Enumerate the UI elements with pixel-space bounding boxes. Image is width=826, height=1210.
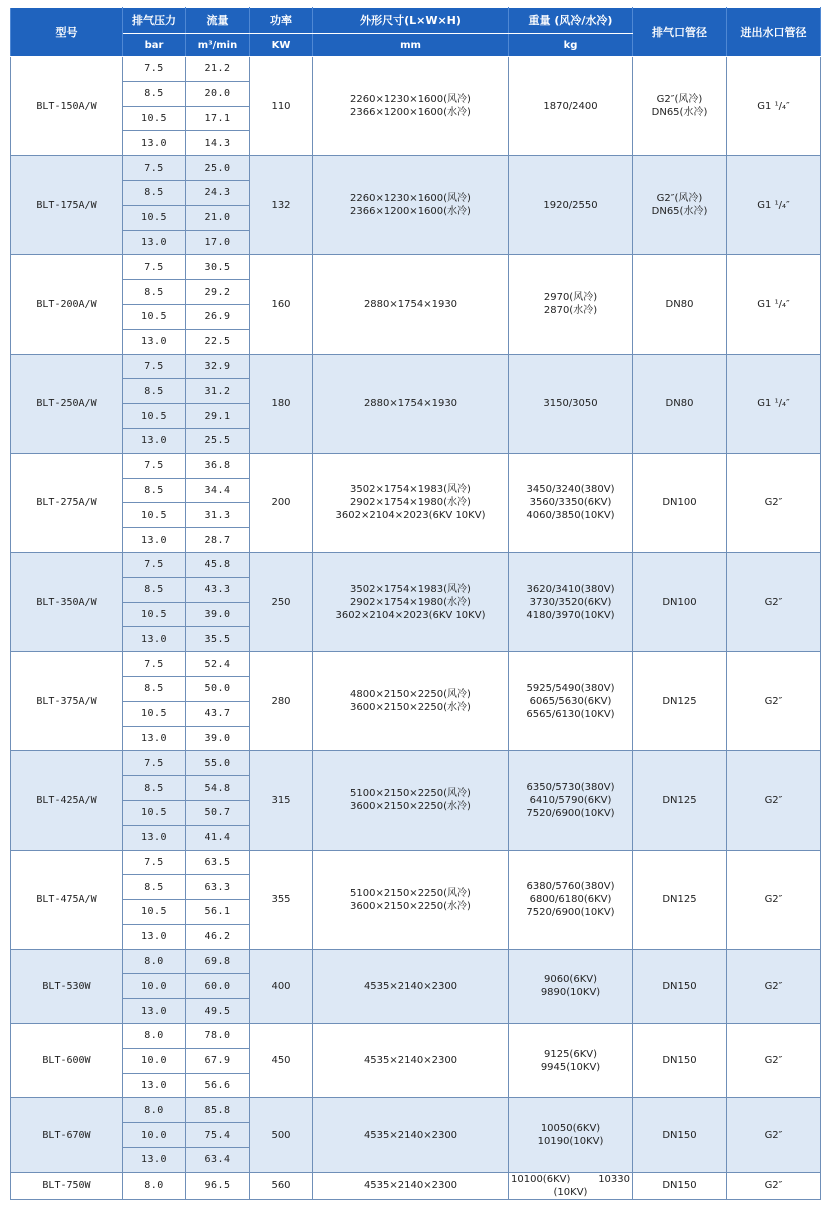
weight-cell — [509, 552, 633, 651]
power-cell: 400 — [250, 949, 313, 1023]
exhaust-cell-line: G2″(风冷) — [656, 193, 703, 205]
weight-cell — [509, 57, 633, 156]
dims-cell — [313, 751, 509, 850]
power-cell: 560 — [250, 1172, 313, 1199]
pressure-cell: 7.5 — [123, 552, 186, 577]
flow-cell: 29.2 — [186, 280, 250, 305]
weight-cell — [509, 354, 633, 453]
dims-cell-line: 2880×1754×1930 — [363, 298, 458, 310]
weight-cell-line: 7520/6900(10KV) — [526, 807, 615, 819]
model-cell: BLT-200A/W — [11, 255, 123, 354]
pressure-cell: 10.0 — [123, 1048, 186, 1073]
power-cell: 160 — [250, 255, 313, 354]
weight-cell-line: 4060/3850(10KV) — [526, 510, 615, 522]
weight-cell-line: 6565/6130(10KV) — [526, 708, 615, 720]
pressure-cell: 8.5 — [123, 676, 186, 701]
pressure-cell: 13.0 — [123, 230, 186, 255]
exhaust-cell — [633, 1172, 727, 1199]
exhaust-cell-line: DN80 — [665, 398, 694, 410]
model-group — [11, 949, 821, 1023]
pressure-cell: 7.5 — [123, 652, 186, 677]
water-cell: G1 ¹/₄″ — [727, 255, 821, 354]
weight-cell-line: 9945(10KV) — [540, 1061, 601, 1073]
flow-cell: 31.2 — [186, 379, 250, 404]
table-row — [11, 255, 821, 280]
pressure-cell: 13.0 — [123, 329, 186, 354]
dims-cell-line: 4535×2140×2300 — [363, 1180, 458, 1192]
dims-cell — [313, 1172, 509, 1199]
table-row — [11, 57, 821, 82]
weight-cell-line: 6380/5760(380V) — [526, 881, 615, 893]
flow-cell: 36.8 — [186, 453, 250, 478]
flow-cell: 32.9 — [186, 354, 250, 379]
flow-cell: 20.0 — [186, 81, 250, 106]
flow-cell: 31.3 — [186, 503, 250, 528]
flow-cell: 49.5 — [186, 999, 250, 1024]
model-group — [11, 850, 821, 949]
flow-cell: 21.2 — [186, 57, 250, 82]
flow-cell: 14.3 — [186, 131, 250, 156]
exhaust-cell — [633, 751, 727, 850]
flow-cell: 52.4 — [186, 652, 250, 677]
dims-cell — [313, 156, 509, 255]
flow-cell: 75.4 — [186, 1123, 250, 1148]
water-cell: G1 ¹/₄″ — [727, 354, 821, 453]
flow-cell: 28.7 — [186, 528, 250, 553]
dims-cell-line: 3600×2150×2250(水冷) — [350, 801, 471, 813]
power-cell: 132 — [250, 156, 313, 255]
pressure-cell: 13.0 — [123, 1073, 186, 1098]
flow-cell: 39.0 — [186, 602, 250, 627]
table-row — [11, 1098, 821, 1123]
dims-cell — [313, 1098, 509, 1172]
flow-cell: 50.0 — [186, 676, 250, 701]
weight-cell-line: 10050(6KV) — [540, 1123, 601, 1135]
pressure-cell: 8.0 — [123, 1098, 186, 1123]
pressure-cell: 8.5 — [123, 280, 186, 305]
exhaust-cell-line: DN150 — [662, 1055, 697, 1067]
pressure-cell: 13.0 — [123, 428, 186, 453]
pressure-cell: 10.5 — [123, 106, 186, 131]
exhaust-cell-line: DN65(水冷) — [651, 107, 708, 119]
weight-cell-line: 2970(风冷) — [543, 292, 598, 304]
pressure-cell: 10.5 — [123, 503, 186, 528]
power-cell: 180 — [250, 354, 313, 453]
dims-cell-line: 3502×1754×1983(风冷) — [350, 484, 471, 496]
exhaust-cell-line: DN65(水冷) — [651, 206, 708, 218]
pressure-cell: 10.0 — [123, 1123, 186, 1148]
weight-cell — [509, 453, 633, 552]
header-flow-unit: m³/min — [186, 34, 250, 57]
pressure-cell: 10.5 — [123, 602, 186, 627]
weight-cell-line: 6800/6180(6KV) — [529, 894, 612, 906]
exhaust-cell-line: G2″(风冷) — [656, 94, 703, 106]
exhaust-cell-line: DN150 — [662, 1129, 697, 1141]
model-cell: BLT-425A/W — [11, 751, 123, 850]
dims-cell — [313, 57, 509, 156]
pressure-cell: 13.0 — [123, 999, 186, 1024]
pressure-cell: 7.5 — [123, 751, 186, 776]
flow-cell: 63.5 — [186, 850, 250, 875]
model-cell: BLT-250A/W — [11, 354, 123, 453]
flow-cell: 43.7 — [186, 701, 250, 726]
table-row — [11, 751, 821, 776]
weight-cell-part: 10330 — [598, 1173, 630, 1185]
flow-cell: 43.3 — [186, 577, 250, 602]
weight-cell — [509, 1024, 633, 1098]
dims-cell — [313, 850, 509, 949]
exhaust-cell-line: DN125 — [662, 794, 697, 806]
pressure-cell: 8.0 — [123, 1172, 186, 1199]
weight-cell-line: 5925/5490(380V) — [526, 682, 615, 694]
flow-cell: 21.0 — [186, 205, 250, 230]
weight-cell-line: 3560/3350(6KV) — [529, 497, 612, 509]
weight-cell-line: 3620/3410(380V) — [526, 583, 615, 595]
model-group — [11, 652, 821, 751]
pressure-cell: 8.5 — [123, 379, 186, 404]
exhaust-cell-line: DN125 — [662, 695, 697, 707]
model-group — [11, 354, 821, 453]
dims-cell-line: 5100×2150×2250(风冷) — [350, 788, 471, 800]
model-group — [11, 552, 821, 651]
model-group — [11, 255, 821, 354]
model-group — [11, 1172, 821, 1199]
dims-cell-line: 4535×2140×2300 — [363, 980, 458, 992]
model-cell: BLT-150A/W — [11, 57, 123, 156]
pressure-cell: 7.5 — [123, 850, 186, 875]
flow-cell: 85.8 — [186, 1098, 250, 1123]
power-cell: 355 — [250, 850, 313, 949]
water-cell: G2″ — [727, 850, 821, 949]
dims-cell — [313, 552, 509, 651]
header-water: 进出水口管径 — [727, 8, 821, 57]
exhaust-cell — [633, 1024, 727, 1098]
pressure-cell: 10.5 — [123, 800, 186, 825]
flow-cell: 17.0 — [186, 230, 250, 255]
exhaust-cell-line: DN150 — [662, 980, 697, 992]
table-row — [11, 850, 821, 875]
flow-cell: 25.0 — [186, 156, 250, 181]
pressure-cell: 10.5 — [123, 304, 186, 329]
weight-cell — [509, 1172, 633, 1199]
dims-cell-line: 2902×1754×1980(水冷) — [350, 596, 471, 608]
header-power-unit: KW — [250, 34, 313, 57]
header-weight: 重量 (风冷/水冷) — [509, 8, 633, 34]
weight-cell-line: 1870/2400 — [543, 100, 598, 112]
header-weight-unit: kg — [509, 34, 633, 57]
dims-cell-line: 5100×2150×2250(风冷) — [350, 887, 471, 899]
dims-cell-line: 4800×2150×2250(风冷) — [350, 689, 471, 701]
flow-cell: 69.8 — [186, 949, 250, 974]
header-pressure: 排气压力 — [123, 8, 186, 34]
flow-cell: 63.3 — [186, 875, 250, 900]
flow-cell: 39.0 — [186, 726, 250, 751]
dims-cell — [313, 453, 509, 552]
pressure-cell: 8.5 — [123, 478, 186, 503]
pressure-cell: 8.5 — [123, 875, 186, 900]
weight-cell — [509, 652, 633, 751]
pressure-cell: 8.5 — [123, 776, 186, 801]
pressure-cell: 10.5 — [123, 205, 186, 230]
header-pressure-unit: bar — [123, 34, 186, 57]
weight-cell-line: 7520/6900(10KV) — [526, 907, 615, 919]
flow-cell: 25.5 — [186, 428, 250, 453]
pressure-cell: 8.0 — [123, 949, 186, 974]
flow-cell: 67.9 — [186, 1048, 250, 1073]
table-header — [11, 8, 821, 57]
dims-cell-line: 2902×1754×1980(水冷) — [350, 497, 471, 509]
weight-cell — [509, 751, 633, 850]
model-group — [11, 1098, 821, 1172]
flow-cell: 22.5 — [186, 329, 250, 354]
table-row — [11, 1024, 821, 1049]
dims-cell-line: 2366×1200×1600(水冷) — [350, 107, 471, 119]
power-cell: 110 — [250, 57, 313, 156]
weight-cell-line: 3450/3240(380V) — [526, 484, 615, 496]
exhaust-cell-line: DN150 — [662, 1180, 697, 1192]
exhaust-cell-line: DN100 — [662, 497, 697, 509]
exhaust-cell — [633, 1098, 727, 1172]
model-group — [11, 453, 821, 552]
pressure-cell: 10.5 — [123, 404, 186, 429]
flow-cell: 60.0 — [186, 974, 250, 999]
dims-cell-line: 3602×2104×2023(6KV 10KV) — [335, 510, 486, 522]
weight-cell-line: 9125(6KV) — [543, 1048, 597, 1060]
dims-cell — [313, 255, 509, 354]
weight-cell-line: 9890(10KV) — [540, 987, 601, 999]
water-cell: G2″ — [727, 652, 821, 751]
power-cell: 450 — [250, 1024, 313, 1098]
dims-cell — [313, 652, 509, 751]
flow-cell: 17.1 — [186, 106, 250, 131]
water-cell: G2″ — [727, 949, 821, 1023]
water-cell: G2″ — [727, 1024, 821, 1098]
power-cell: 200 — [250, 453, 313, 552]
header-model: 型号 — [11, 8, 123, 57]
dims-cell — [313, 1024, 509, 1098]
flow-cell: 63.4 — [186, 1148, 250, 1173]
pressure-cell: 13.0 — [123, 627, 186, 652]
flow-cell: 56.1 — [186, 900, 250, 925]
exhaust-cell — [633, 652, 727, 751]
flow-cell: 30.5 — [186, 255, 250, 280]
model-group — [11, 156, 821, 255]
header-flow: 流量 — [186, 8, 250, 34]
dims-cell-line: 3600×2150×2250(水冷) — [350, 702, 471, 714]
model-cell: BLT-275A/W — [11, 453, 123, 552]
pressure-cell: 13.0 — [123, 726, 186, 751]
exhaust-cell — [633, 949, 727, 1023]
weight-cell — [509, 255, 633, 354]
pressure-cell: 13.0 — [123, 528, 186, 553]
dims-cell — [313, 949, 509, 1023]
exhaust-cell — [633, 453, 727, 552]
model-cell: BLT-175A/W — [11, 156, 123, 255]
water-cell: G2″ — [727, 552, 821, 651]
flow-cell: 35.5 — [186, 627, 250, 652]
exhaust-cell — [633, 850, 727, 949]
table-row — [11, 354, 821, 379]
header-dims: 外形尺寸(L×W×H) — [313, 8, 509, 34]
pressure-cell: 7.5 — [123, 156, 186, 181]
table-row — [11, 652, 821, 677]
weight-cell — [509, 850, 633, 949]
weight-cell — [509, 949, 633, 1023]
flow-cell: 45.8 — [186, 552, 250, 577]
model-cell: BLT-530W — [11, 949, 123, 1023]
pressure-cell: 10.5 — [123, 701, 186, 726]
pressure-cell: 7.5 — [123, 354, 186, 379]
model-cell: BLT-350A/W — [11, 552, 123, 651]
weight-cell-line: 3730/3520(6KV) — [529, 596, 612, 608]
pressure-cell: 13.0 — [123, 1148, 186, 1173]
flow-cell: 24.3 — [186, 180, 250, 205]
weight-cell-line: 1920/2550 — [543, 199, 598, 211]
flow-cell: 54.8 — [186, 776, 250, 801]
pressure-cell: 10.5 — [123, 900, 186, 925]
flow-cell: 96.5 — [186, 1172, 250, 1199]
pressure-cell: 7.5 — [123, 255, 186, 280]
pressure-cell: 8.5 — [123, 577, 186, 602]
flow-cell: 26.9 — [186, 304, 250, 329]
dims-cell-line: 4535×2140×2300 — [363, 1055, 458, 1067]
flow-cell: 34.4 — [186, 478, 250, 503]
flow-cell: 46.2 — [186, 924, 250, 949]
model-cell: BLT-475A/W — [11, 850, 123, 949]
dims-cell-line: 2260×1230×1600(风冷) — [350, 94, 471, 106]
table-row — [11, 1172, 821, 1199]
power-cell: 280 — [250, 652, 313, 751]
flow-cell: 55.0 — [186, 751, 250, 776]
weight-cell-line: 3150/3050 — [543, 398, 598, 410]
dims-cell-line: 2366×1200×1600(水冷) — [350, 206, 471, 218]
pressure-cell: 10.0 — [123, 974, 186, 999]
pressure-cell: 13.0 — [123, 131, 186, 156]
exhaust-cell — [633, 255, 727, 354]
dims-cell — [313, 354, 509, 453]
flow-cell: 56.6 — [186, 1073, 250, 1098]
pressure-cell: 8.0 — [123, 1024, 186, 1049]
weight-cell-part: 10100(6KV) — [511, 1173, 571, 1185]
pressure-cell: 13.0 — [123, 924, 186, 949]
model-group — [11, 57, 821, 156]
spec-table — [10, 7, 821, 1200]
weight-cell-line: 6410/5790(6KV) — [529, 794, 612, 806]
dims-cell-line: 2260×1230×1600(风冷) — [350, 193, 471, 205]
table-row — [11, 156, 821, 181]
weight-cell-line: (10KV) — [553, 1186, 588, 1198]
header-exhaust: 排气口管径 — [633, 8, 727, 57]
header-power: 功率 — [250, 8, 313, 34]
water-cell: G2″ — [727, 1098, 821, 1172]
table-row — [11, 453, 821, 478]
model-cell: BLT-600W — [11, 1024, 123, 1098]
model-cell: BLT-375A/W — [11, 652, 123, 751]
exhaust-cell-line: DN80 — [665, 298, 694, 310]
table-row — [11, 949, 821, 974]
weight-cell — [509, 156, 633, 255]
pressure-cell: 7.5 — [123, 453, 186, 478]
water-cell: G2″ — [727, 1172, 821, 1199]
water-cell: G2″ — [727, 453, 821, 552]
dims-cell-line: 3502×1754×1983(风冷) — [350, 583, 471, 595]
dims-cell-line: 3602×2104×2023(6KV 10KV) — [335, 609, 486, 621]
exhaust-cell — [633, 552, 727, 651]
weight-cell-line: 10190(10KV) — [537, 1136, 604, 1148]
pressure-cell: 8.5 — [123, 180, 186, 205]
pressure-cell: 13.0 — [123, 825, 186, 850]
water-cell: G1 ¹/₄″ — [727, 156, 821, 255]
exhaust-cell-line: DN125 — [662, 894, 697, 906]
exhaust-cell — [633, 156, 727, 255]
exhaust-cell — [633, 354, 727, 453]
weight-cell-line: 2870(水冷) — [543, 305, 598, 317]
flow-cell: 78.0 — [186, 1024, 250, 1049]
model-cell: BLT-670W — [11, 1098, 123, 1172]
weight-cell-line: 4180/3970(10KV) — [526, 609, 615, 621]
table-row — [11, 552, 821, 577]
weight-cell-line — [509, 1173, 632, 1186]
power-cell: 250 — [250, 552, 313, 651]
exhaust-cell-line: DN100 — [662, 596, 697, 608]
exhaust-cell — [633, 57, 727, 156]
pressure-cell: 8.5 — [123, 81, 186, 106]
model-group — [11, 751, 821, 850]
header-dims-unit: mm — [313, 34, 509, 57]
flow-cell: 50.7 — [186, 800, 250, 825]
model-group — [11, 1024, 821, 1098]
water-cell: G2″ — [727, 751, 821, 850]
weight-cell-line: 6350/5730(380V) — [526, 781, 615, 793]
model-cell: BLT-750W — [11, 1172, 123, 1199]
dims-cell-line: 3600×2150×2250(水冷) — [350, 900, 471, 912]
power-cell: 315 — [250, 751, 313, 850]
flow-cell: 29.1 — [186, 404, 250, 429]
weight-cell-line: 6065/5630(6KV) — [529, 695, 612, 707]
dims-cell-line: 2880×1754×1930 — [363, 398, 458, 410]
weight-cell-line: 9060(6KV) — [543, 974, 597, 986]
flow-cell: 41.4 — [186, 825, 250, 850]
pressure-cell: 7.5 — [123, 57, 186, 82]
weight-cell — [509, 1098, 633, 1172]
water-cell: G1 ¹/₄″ — [727, 57, 821, 156]
power-cell: 500 — [250, 1098, 313, 1172]
dims-cell-line: 4535×2140×2300 — [363, 1129, 458, 1141]
